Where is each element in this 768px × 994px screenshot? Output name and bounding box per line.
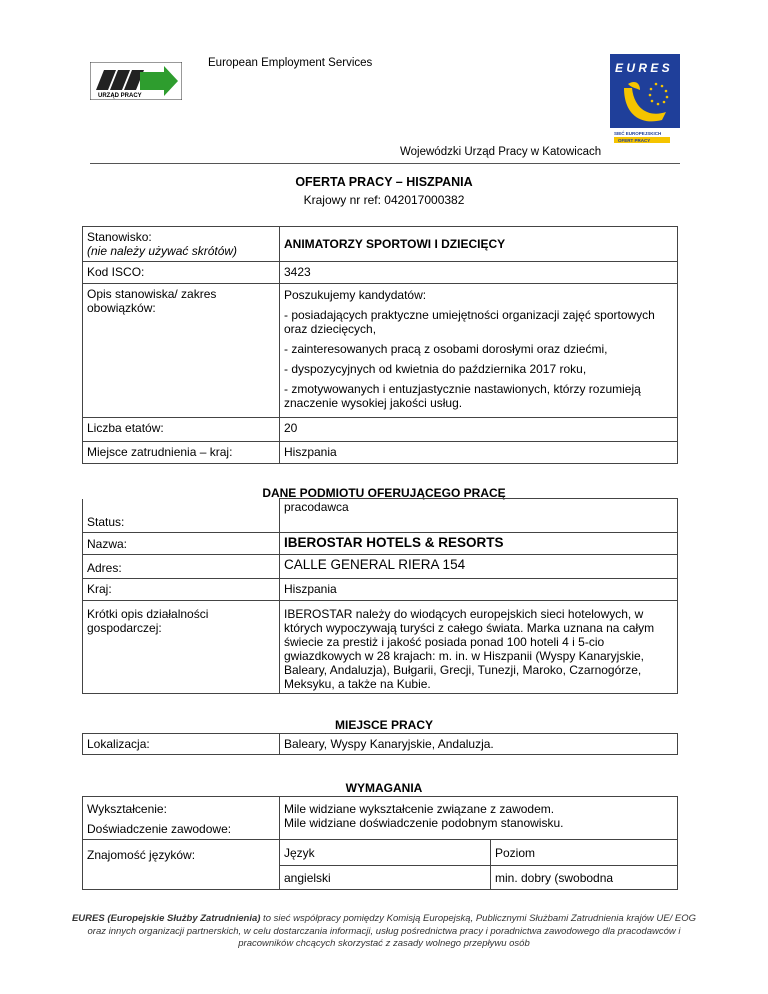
position-label bbox=[83, 227, 280, 262]
requirements-heading: WYMAGANIA bbox=[345, 781, 423, 795]
status-value: pracodawca bbox=[280, 499, 678, 533]
address-label: Adres: bbox=[83, 555, 280, 579]
header-divider bbox=[90, 163, 680, 164]
urzad-pracy-logo bbox=[90, 62, 182, 100]
employer-table bbox=[82, 498, 678, 694]
languages-label: Znajomość języków: bbox=[83, 840, 280, 890]
table-row bbox=[83, 601, 678, 694]
level-header: Poziom bbox=[491, 840, 678, 866]
table-row bbox=[83, 284, 678, 418]
experience-value: Mile widziane doświadczenie podobnym stanowisku. bbox=[284, 816, 564, 830]
desc-item: - dyspozycyjnych od kwietnia do października 2017 roku, bbox=[284, 362, 587, 376]
requirements-table bbox=[82, 796, 678, 890]
table-row bbox=[83, 840, 678, 866]
desc-item: Poszukujemy kandydatów: bbox=[284, 288, 427, 302]
job-table bbox=[82, 226, 678, 464]
position-value: ANIMATORZY SPORTOWI I DZIECIĘCY bbox=[280, 227, 678, 262]
description-value bbox=[280, 284, 678, 418]
experience-label: Doświadczenie zawodowe: bbox=[87, 822, 232, 836]
urzad-pracy-logo-text: URZĄD PRACY bbox=[98, 93, 142, 99]
table-row bbox=[83, 797, 678, 840]
description-label: Opis stanowiska/ zakres obowiązków: bbox=[83, 284, 280, 418]
activity-label: Krótki opis działalności gospodarczej: bbox=[83, 601, 280, 694]
header-top-text: European Employment Services bbox=[208, 57, 373, 69]
location-value: Baleary, Wyspy Kanaryjskie, Andaluzja. bbox=[280, 734, 678, 755]
table-row bbox=[83, 499, 678, 533]
posts-value: 20 bbox=[280, 418, 678, 442]
table-row bbox=[83, 734, 678, 755]
address-value: CALLE GENERAL RIERA 154 bbox=[280, 555, 678, 579]
eures-logo bbox=[610, 54, 680, 146]
reference-number: Krajowy nr ref: 042017000382 bbox=[303, 193, 465, 207]
posts-label: Liczba etatów: bbox=[83, 418, 280, 442]
table-row bbox=[83, 555, 678, 579]
language-header: Język bbox=[280, 840, 491, 866]
location-label: Lokalizacja: bbox=[83, 734, 280, 755]
isco-value: 3423 bbox=[280, 262, 678, 284]
activity-value: IBEROSTAR należy do wiodących europejskich sieci hotelowych, w których wypoczywają turyści z całego świata. Marka uznana na całym świecie za prestiż i jakość posiada ponad 100 hoteli 4 i 5-cio gwiazdkowych w 28 krajach: m. in. w Hiszpanii (Wyspy Kanaryjskie, Baleary, Andaluzja), Bułgarii, Grecji, Tunezji, Maroko, Czarnogórze, Meksyku, a także na Kubie. bbox=[280, 601, 678, 694]
country-label: Kraj: bbox=[83, 579, 280, 601]
workplace-country-value: Hiszpania bbox=[280, 442, 678, 464]
footer-bold: EURES (Europejskie Służby Zatrudnienia) bbox=[71, 913, 261, 924]
position-label-note: (nie należy używać skrótów) bbox=[87, 244, 238, 258]
country-value: Hiszpania bbox=[280, 579, 678, 601]
table-row bbox=[83, 442, 678, 464]
eures-logo-text: E U R E S bbox=[615, 61, 670, 75]
workplace-country-label: Miejsce zatrudnienia – kraj: bbox=[83, 442, 280, 464]
footer-text: to sieć współpracy pomiędzy Komisją Europejską, Publicznymi Służbami Zatrudnienia krajów UE/ EOG oraz innych organizacji partnerskich, w celu dostarczania informacji, usług pośrednictwa pracy i poradnictwa zawodowego dla pracodawców i pracowników chcących skorzystać z zasady wolnego przepływu osób bbox=[87, 913, 697, 949]
eures-logo-small-1: SIEĆ EUROPEJSKICH bbox=[614, 131, 662, 136]
level-value: min. dobry (swobodna bbox=[491, 866, 678, 890]
status-label: Status: bbox=[83, 499, 280, 533]
table-row bbox=[83, 533, 678, 555]
isco-label: Kod ISCO: bbox=[83, 262, 280, 284]
desc-item: - posiadających praktyczne umiejętności organizacji zajęć sportowych oraz dziecięcych, bbox=[284, 308, 655, 336]
document-title: OFERTA PRACY – HISZPANIA bbox=[295, 175, 473, 189]
workplace-table bbox=[82, 733, 678, 755]
table-row bbox=[83, 579, 678, 601]
table-row bbox=[83, 227, 678, 262]
workplace-heading: MIEJSCE PRACY bbox=[334, 718, 434, 732]
desc-item: - zmotywowanych i entuzjastycznie nastawionych, którzy rozumieją znaczenie wysokiej jakości usług. bbox=[284, 382, 641, 410]
company-name-label: Nazwa: bbox=[83, 533, 280, 555]
table-row bbox=[83, 418, 678, 442]
footer-note bbox=[70, 913, 698, 951]
education-experience-values bbox=[280, 797, 678, 840]
eures-logo-small-2: OFERT PRACY bbox=[618, 138, 651, 143]
desc-item: - zainteresowanych pracą z osobami dorosłymi oraz dziećmi, bbox=[284, 342, 608, 356]
company-name-value: IBEROSTAR HOTELS & RESORTS bbox=[280, 533, 678, 555]
education-experience-labels bbox=[83, 797, 280, 840]
employer-heading: DANE PODMIOTU OFERUJĄCEGO PRACĘ bbox=[262, 486, 506, 500]
table-row bbox=[83, 262, 678, 284]
education-value: Mile widziane wykształcenie związane z zawodem. bbox=[284, 802, 555, 816]
education-label: Wykształcenie: bbox=[87, 802, 167, 816]
office-name: Wojewódzki Urząd Pracy w Katowicach bbox=[400, 146, 602, 158]
language-value: angielski bbox=[280, 866, 491, 890]
position-label-main: Stanowisko: bbox=[87, 230, 152, 244]
